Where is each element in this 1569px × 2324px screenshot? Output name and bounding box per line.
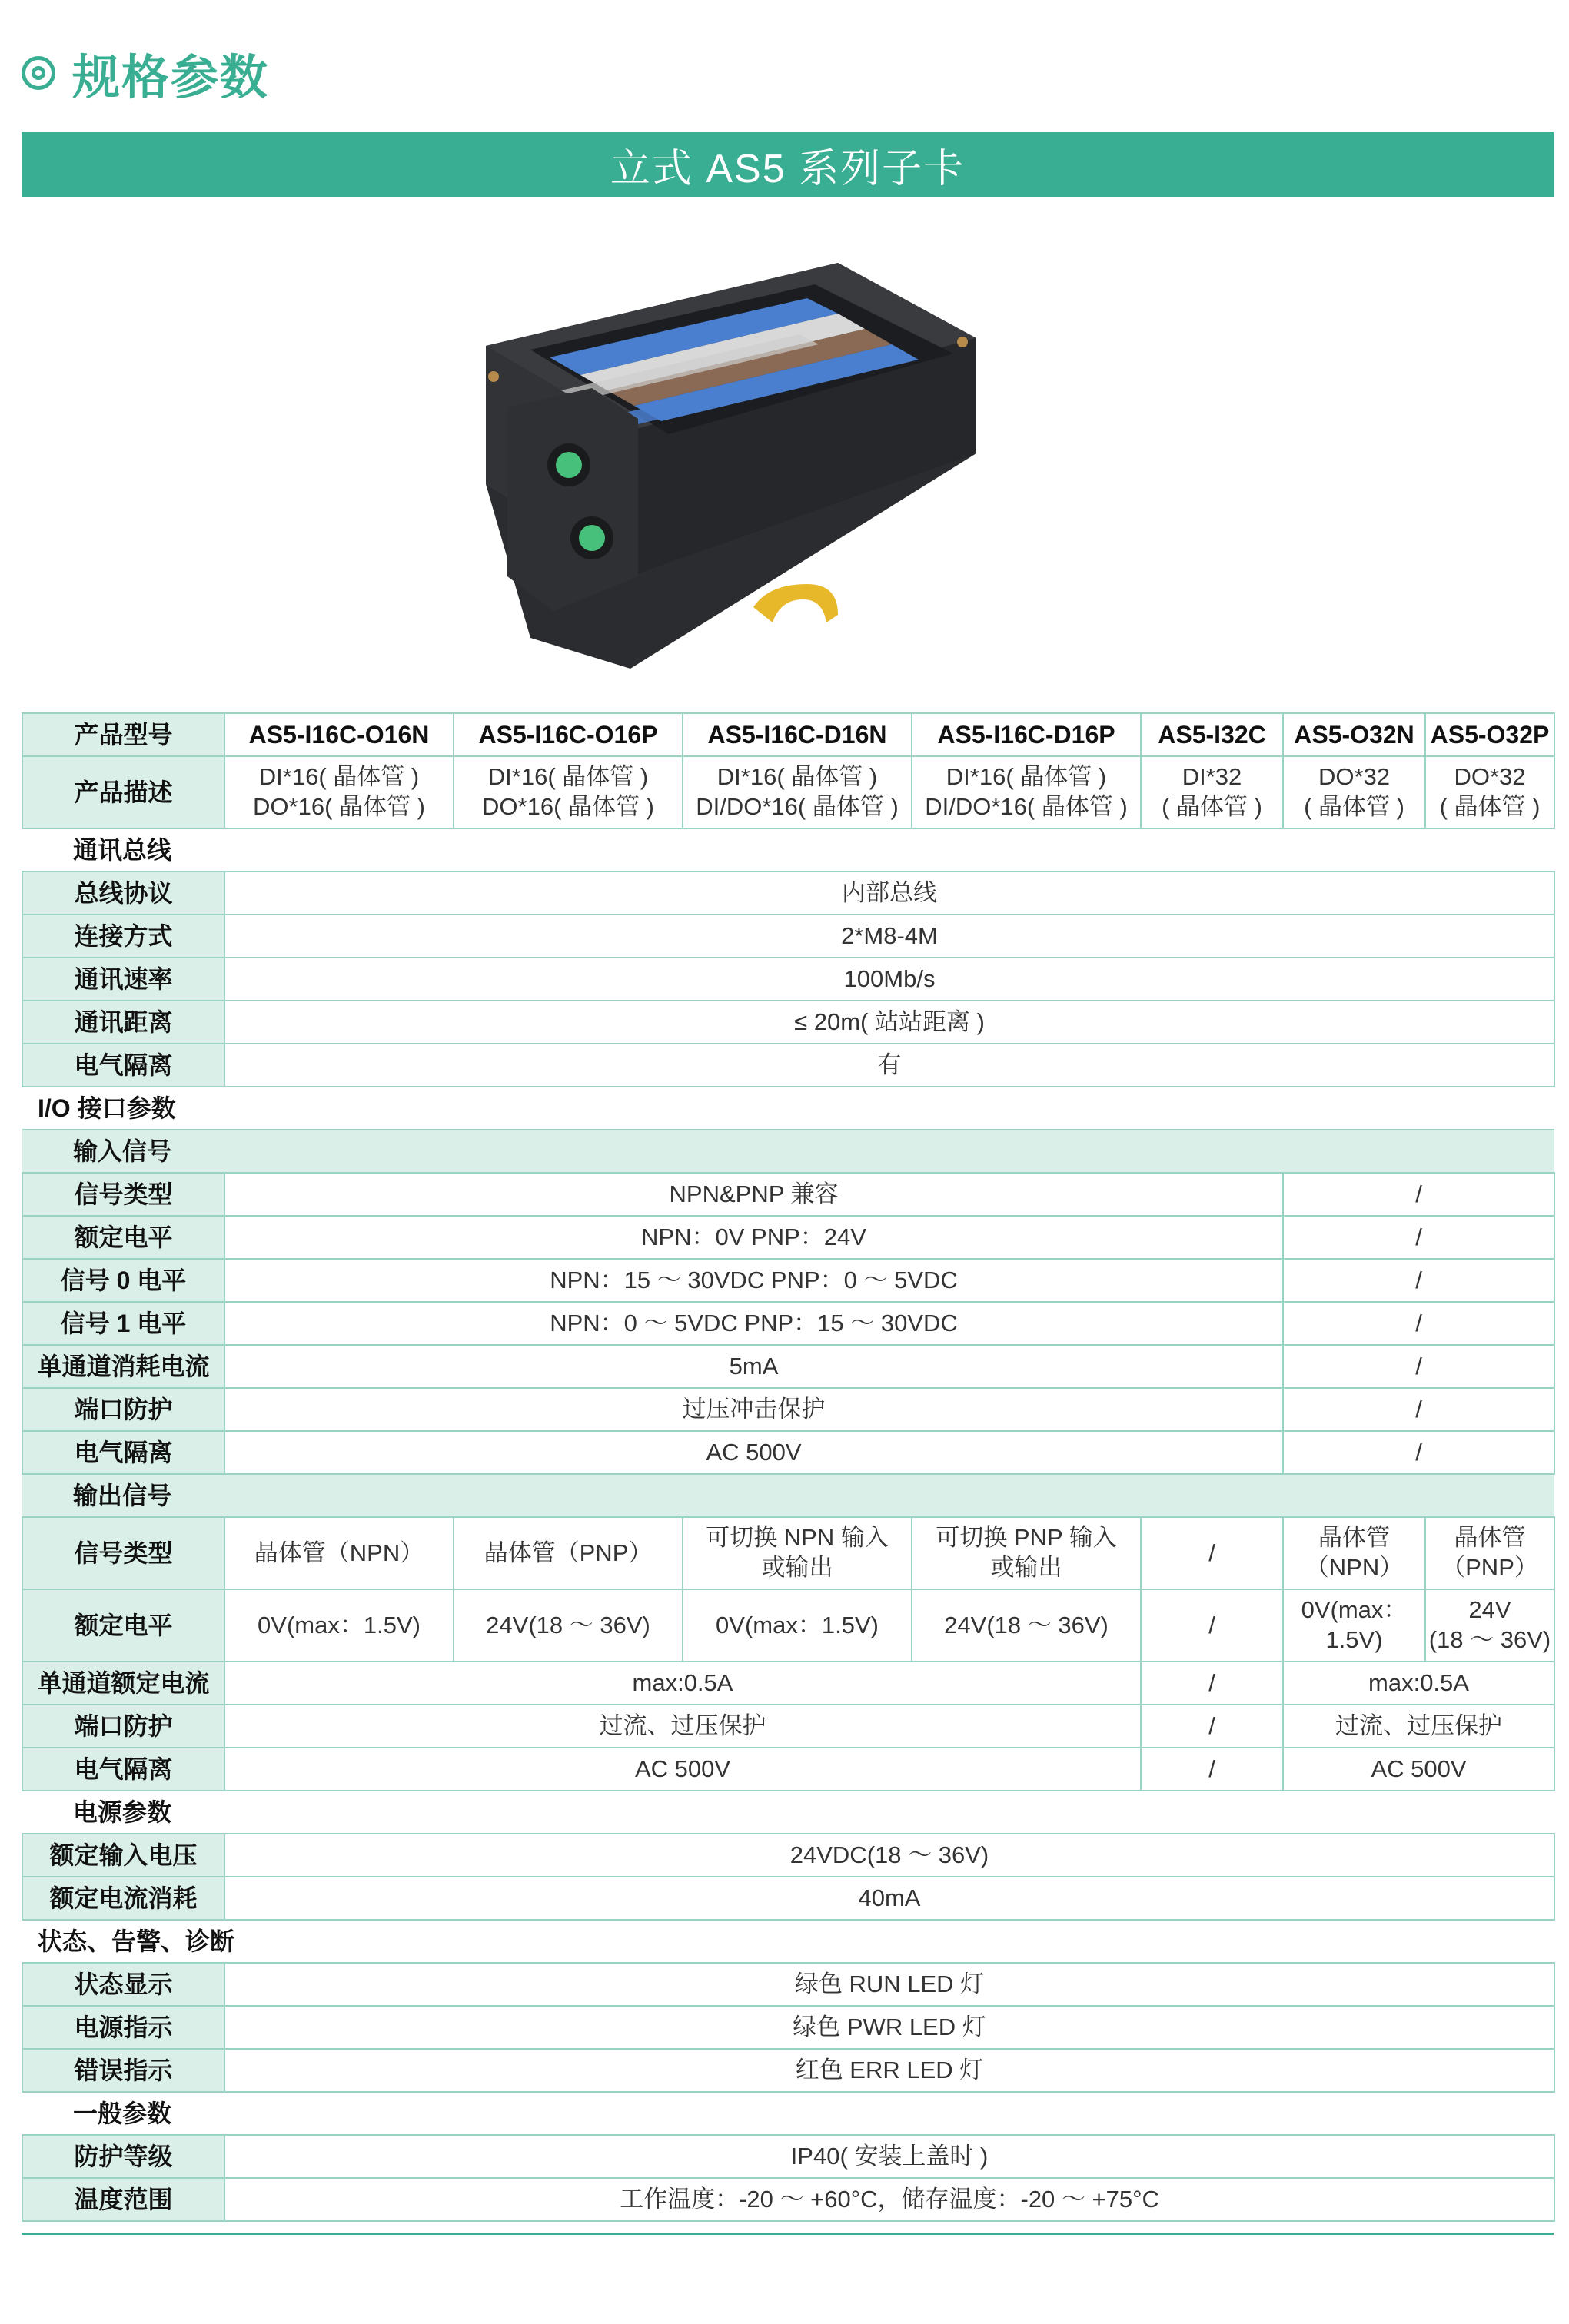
subsection-heading: 输出信号 — [22, 1474, 1554, 1517]
row-label: 信号 0 电平 — [22, 1259, 224, 1302]
row-value: / — [1141, 1748, 1283, 1791]
row-value: 绿色 RUN LED 灯 — [224, 1963, 1554, 2006]
row-value: / — [1283, 1345, 1554, 1388]
row-value: / — [1283, 1259, 1554, 1302]
bottom-rule — [22, 2233, 1554, 2235]
row-label: 单通道额定电流 — [22, 1662, 224, 1705]
row-label: 产品型号 — [22, 713, 224, 756]
table-row — [22, 1877, 1554, 1920]
row-value: / — [1283, 1388, 1554, 1431]
table-row — [22, 1345, 1554, 1388]
table-row — [22, 2135, 1554, 2178]
desc-row — [22, 756, 1554, 828]
row-value: 工作温度：-20 ～ +60°C，储存温度：-20 ～ +75°C — [224, 2178, 1554, 2221]
row-value: AC 500V — [224, 1748, 1141, 1791]
row-value: 晶体管 （PNP） — [1425, 1517, 1554, 1589]
table-row — [22, 1963, 1554, 2006]
model-row — [22, 713, 1554, 756]
spec-table — [22, 712, 1555, 2222]
model-name: AS5-I16C-D16P — [912, 713, 1141, 756]
row-value: 24V (18 ～ 36V) — [1425, 1589, 1554, 1662]
model-desc: DO*32 ( 晶体管 ) — [1425, 756, 1554, 828]
row-value: AC 500V — [224, 1431, 1283, 1474]
section-heading: 状态、告警、诊断 — [22, 1920, 1554, 1963]
row-label: 信号类型 — [22, 1173, 224, 1216]
model-desc: DO*32 ( 晶体管 ) — [1283, 756, 1425, 828]
table-row — [22, 915, 1554, 958]
table-row — [22, 1001, 1554, 1044]
row-label: 端口防护 — [22, 1705, 224, 1748]
row-value: 可切换 NPN 输入 或输出 — [683, 1517, 912, 1589]
row-label: 电源指示 — [22, 2006, 224, 2049]
section-heading: 一般参数 — [22, 2092, 1554, 2135]
row-label: 额定电流消耗 — [22, 1877, 224, 1920]
row-label: 防护等级 — [22, 2135, 224, 2178]
row-value: 24VDC(18 ～ 36V) — [224, 1834, 1554, 1877]
row-label: 状态显示 — [22, 1963, 224, 2006]
table-row — [22, 1216, 1554, 1259]
table-row — [22, 1748, 1554, 1791]
table-row — [22, 872, 1554, 915]
table-row — [22, 1662, 1554, 1705]
model-name: AS5-O32P — [1425, 713, 1554, 756]
row-label: 错误指示 — [22, 2049, 224, 2092]
model-desc: DI*32 ( 晶体管 ) — [1141, 756, 1283, 828]
row-label: 总线协议 — [22, 872, 224, 915]
row-label: 单通道消耗电流 — [22, 1345, 224, 1388]
row-value: max:0.5A — [1283, 1662, 1554, 1705]
model-name: AS5-O32N — [1283, 713, 1425, 756]
row-value: / — [1141, 1705, 1283, 1748]
model-name: AS5-I16C-O16P — [454, 713, 683, 756]
table-row — [22, 2178, 1554, 2221]
row-value: 100Mb/s — [224, 958, 1554, 1001]
model-name: AS5-I16C-O16N — [224, 713, 454, 756]
row-label: 额定电平 — [22, 1589, 224, 1662]
table-row — [22, 1388, 1554, 1431]
row-value: 过压冲击保护 — [224, 1388, 1283, 1431]
row-value: / — [1141, 1517, 1283, 1589]
row-value: / — [1141, 1589, 1283, 1662]
model-name: AS5-I32C — [1141, 713, 1283, 756]
row-value: 0V(max：1.5V) — [224, 1589, 454, 1662]
row-value: 过流、过压保护 — [224, 1705, 1141, 1748]
row-value: 24V(18 ～ 36V) — [912, 1589, 1141, 1662]
row-value: 过流、过压保护 — [1283, 1705, 1554, 1748]
row-value: / — [1283, 1173, 1554, 1216]
row-label: 通讯速率 — [22, 958, 224, 1001]
table-row — [22, 1431, 1554, 1474]
row-value: 红色 ERR LED 灯 — [224, 2049, 1554, 2092]
row-value: 5mA — [224, 1345, 1283, 1388]
row-value: 0V(max： 1.5V) — [1283, 1589, 1425, 1662]
row-value: 40mA — [224, 1877, 1554, 1920]
row-value: IP40( 安装上盖时 ) — [224, 2135, 1554, 2178]
row-value: 可切换 PNP 输入 或输出 — [912, 1517, 1141, 1589]
row-value: ≤ 20m( 站站距离 ) — [224, 1001, 1554, 1044]
model-desc: DI*16( 晶体管 ) DO*16( 晶体管 ) — [224, 756, 454, 828]
section-title-text: 规格参数 — [72, 51, 270, 105]
table-row — [22, 1044, 1554, 1087]
row-value: / — [1283, 1216, 1554, 1259]
section-row — [22, 2092, 1554, 2135]
row-label: 温度范围 — [22, 2178, 224, 2221]
row-value: NPN：0V PNP：24V — [224, 1216, 1283, 1259]
row-value: 24V(18 ～ 36V) — [454, 1589, 683, 1662]
row-value: NPN：0 ～ 5VDC PNP：15 ～ 30VDC — [224, 1302, 1283, 1345]
subsection-heading: 输入信号 — [22, 1130, 1554, 1173]
row-value: NPN：15 ～ 30VDC PNP：0 ～ 5VDC — [224, 1259, 1283, 1302]
section-heading: I/O 接口参数 — [22, 1087, 1554, 1130]
table-row — [22, 1302, 1554, 1345]
row-value: 有 — [224, 1044, 1554, 1087]
row-label: 产品描述 — [22, 756, 224, 828]
row-value: 绿色 PWR LED 灯 — [224, 2006, 1554, 2049]
section-title — [22, 38, 269, 108]
section-row — [22, 1920, 1554, 1963]
row-value: / — [1283, 1302, 1554, 1345]
model-desc: DI*16( 晶体管 ) DO*16( 晶体管 ) — [454, 756, 683, 828]
double-circle-icon — [22, 56, 55, 90]
section-heading: 电源参数 — [22, 1791, 1554, 1834]
table-row — [22, 1705, 1554, 1748]
model-name: AS5-I16C-D16N — [683, 713, 912, 756]
table-row — [22, 1517, 1554, 1589]
row-label: 额定电平 — [22, 1216, 224, 1259]
section-row — [22, 1791, 1554, 1834]
row-label: 电气隔离 — [22, 1748, 224, 1791]
section-row — [22, 828, 1554, 872]
row-label: 信号类型 — [22, 1517, 224, 1589]
subsection-row — [22, 1474, 1554, 1517]
table-row — [22, 2049, 1554, 2092]
row-value: / — [1141, 1662, 1283, 1705]
row-value: / — [1283, 1431, 1554, 1474]
row-label: 连接方式 — [22, 915, 224, 958]
table-row — [22, 1173, 1554, 1216]
model-desc: DI*16( 晶体管 ) DI/DO*16( 晶体管 ) — [912, 756, 1141, 828]
row-value: max:0.5A — [224, 1662, 1141, 1705]
product-photo — [477, 254, 999, 684]
row-value: 晶体管（PNP） — [454, 1517, 683, 1589]
product-banner: 立式 AS5 系列子卡 — [22, 132, 1554, 197]
table-row — [22, 1259, 1554, 1302]
row-value: 0V(max：1.5V) — [683, 1589, 912, 1662]
row-value: NPN&PNP 兼容 — [224, 1173, 1283, 1216]
row-label: 信号 1 电平 — [22, 1302, 224, 1345]
row-value: 晶体管 （NPN） — [1283, 1517, 1425, 1589]
model-desc: DI*16( 晶体管 ) DI/DO*16( 晶体管 ) — [683, 756, 912, 828]
row-label: 额定输入电压 — [22, 1834, 224, 1877]
subsection-row — [22, 1130, 1554, 1173]
row-value: 2*M8-4M — [224, 915, 1554, 958]
row-label: 电气隔离 — [22, 1431, 224, 1474]
row-value: 晶体管（NPN） — [224, 1517, 454, 1589]
table-row — [22, 2006, 1554, 2049]
row-label: 电气隔离 — [22, 1044, 224, 1087]
row-value: AC 500V — [1283, 1748, 1554, 1791]
row-label: 通讯距离 — [22, 1001, 224, 1044]
table-row — [22, 1589, 1554, 1662]
section-row — [22, 1087, 1554, 1130]
row-label: 端口防护 — [22, 1388, 224, 1431]
table-row — [22, 1834, 1554, 1877]
section-heading: 通讯总线 — [22, 828, 1554, 872]
table-row — [22, 958, 1554, 1001]
row-value: 内部总线 — [224, 872, 1554, 915]
